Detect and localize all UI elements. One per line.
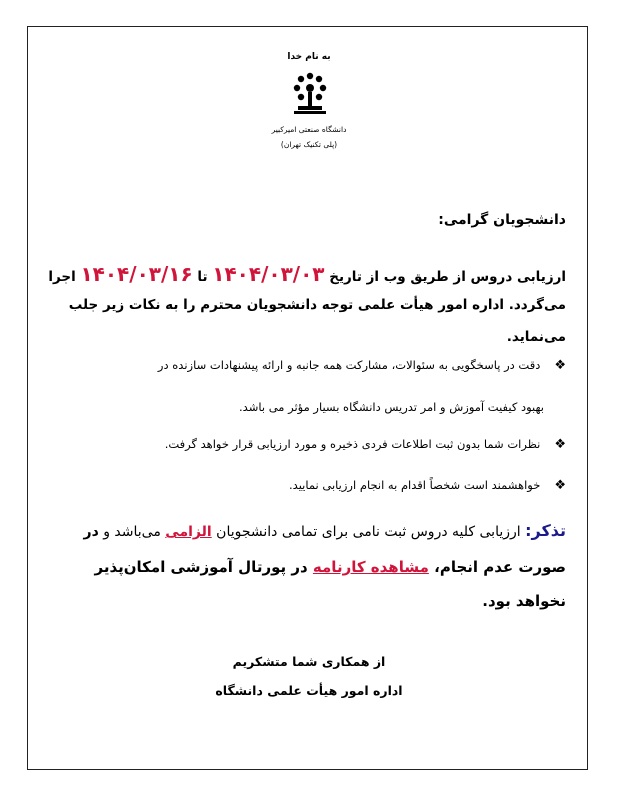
note-line-1 (46, 521, 566, 540)
bullet-text: نظرات شما بدون ثبت اطلاعات فردی ذخیره و مورد ارزیابی قرار خواهد گرفت. (164, 437, 541, 451)
report-card-highlight: مشاهده کارنامه (312, 558, 429, 576)
bullet-item-2 (51, 437, 566, 452)
bullet-text: دقت در پاسخگویی به سئوالات، مشارکت همه جانبه و ارائه پیشنهادات سازنده در (157, 358, 541, 372)
note-text-2: می‌باشد و (103, 524, 161, 540)
note-line-3: نخواهد بود. (482, 592, 566, 610)
note-line-2a: صورت عدم انجام، (434, 558, 566, 576)
university-alt-name: (پلی تکنیک تهران) (280, 140, 338, 149)
end-date: ۱۴۰۴/۰۳/۱۶ (80, 262, 193, 286)
bullet-item-1 (51, 358, 566, 373)
bullet-item-3 (51, 478, 566, 493)
bullet-diamond-icon: ❖ (554, 437, 566, 452)
intro-line-1 (46, 262, 566, 286)
bullet-text: خواهشمند است شخصاً اقدام به انجام ارزیابی نمایید. (289, 478, 541, 492)
intro-text-end: اجرا (48, 269, 76, 285)
university-name: دانشگاه صنعتی امیرکبیر (271, 125, 347, 134)
bullet-diamond-icon: ❖ (554, 358, 566, 373)
thanks-text: از همکاری شما متشکریم (232, 654, 386, 669)
intro-line-3: می‌نماید. (506, 329, 566, 345)
mandatory-highlight: الزامی (165, 524, 212, 540)
intro-line-2: می‌گردد. اداره امور هیأت علمی توجه دانشجویان محترم را به نکات زیر جلب (68, 297, 566, 313)
start-date: ۱۴۰۴/۰۳/۰۳ (212, 262, 325, 286)
bullet-item-1-continued: بهبود کیفیت آموزش و امر تدریس دانشگاه بسیار مؤثر می باشد. (239, 400, 544, 414)
intro-to: تا (197, 269, 208, 285)
bullet-diamond-icon: ❖ (554, 478, 566, 493)
note-text: ارزیابی کلیه دروس ثبت نامی برای تمامی دانشجویان (216, 524, 521, 540)
intro-text: ارزیابی دروس از طریق وب از تاریخ (329, 269, 566, 285)
amirkabir-university-logo (284, 66, 336, 118)
note-title: تذکر: (525, 521, 566, 540)
note-line-2b: در پورتال آموزشی امکان‌پذیر (94, 558, 308, 576)
signature-text: اداره امور هیأت علمی دانشگاه (215, 683, 403, 698)
note-text-3: در (83, 524, 99, 540)
bismillah: به نام خدا (287, 52, 331, 62)
salutation: دانشجویان گرامی: (438, 212, 566, 228)
note-line-2 (46, 558, 566, 576)
